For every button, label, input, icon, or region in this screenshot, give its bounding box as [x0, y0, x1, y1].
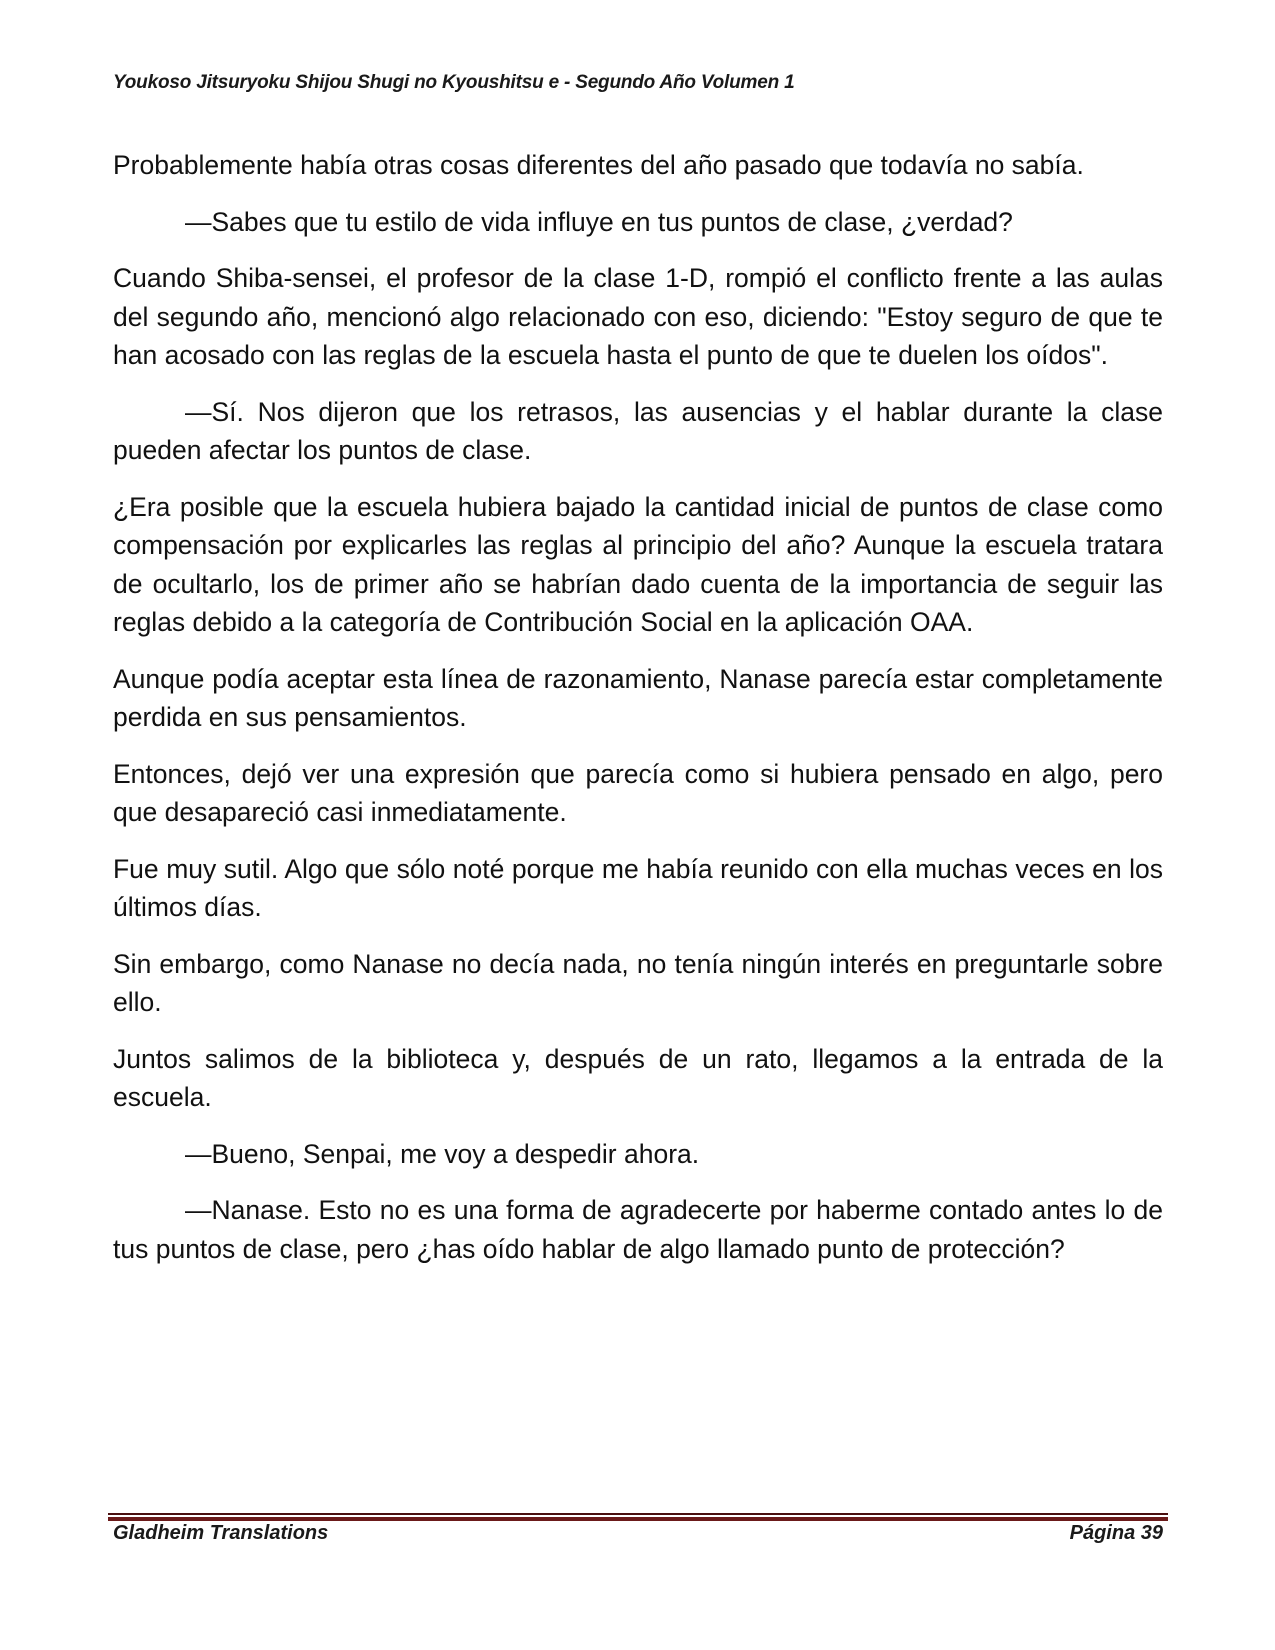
paragraph: ¿Era posible que la escuela hubiera bajado la cantidad inicial de puntos de clase como compensación por explicarles las reglas al principio del año? Aunque la escuela tratara de ocultarlo, los de primer año se habrían dado cuenta de la importancia de seguir las reglas debido a la categoría de Contribución Social en la aplicación OAA. [113, 491, 1163, 637]
paragraph: Probablemente había otras cosas diferentes del año pasado que todavía no sabía. [113, 150, 1084, 180]
footer-divider [108, 1513, 1168, 1521]
running-header: Youkoso Jitsuryoku Shijou Shugi no Kyoushitsu e - Segundo Año Volumen 1 [113, 72, 795, 93]
dialogue-paragraph: —Sí. Nos dijeron que los retrasos, las ausencias y el hablar durante la clase pueden afectar los puntos de clase. [113, 396, 1163, 465]
dialogue-paragraph: —Bueno, Senpai, me voy a despedir ahora. [185, 1138, 700, 1169]
dialogue-paragraph: —Nanase. Esto no es una forma de agradecerte por haberme contado antes lo de tus puntos de clase, pero ¿has oído hablar de algo llamado punto de protección? [113, 1195, 1163, 1264]
dialogue-paragraph: —Sabes que tu estilo de vida influye en tus puntos de clase, ¿verdad? [185, 206, 1013, 237]
paragraph: Aunque podía aceptar esta línea de razonamiento, Nanase parecía estar completamente perdida en sus pensamientos. [113, 663, 1163, 732]
body-text [113, 146, 1163, 1286]
footer-credit: Gladheim Translations [113, 1522, 329, 1544]
page-number: Página 39 [1069, 1522, 1163, 1544]
paragraph: Cuando Shiba-sensei, el profesor de la clase 1-D, rompió el conflicto frente a las aulas del segundo año, mencionó algo relacionado con eso, diciendo: "Estoy seguro de que te han acosado con las reglas de la escuela hasta el punto de que te duelen los oídos". [113, 263, 1163, 370]
paragraph: Juntos salimos de la biblioteca y, después de un rato, llegamos a la entrada de la escuela. [113, 1043, 1163, 1112]
paragraph: Sin embargo, como Nanase no decía nada, no tenía ningún interés en preguntarle sobre ello. [113, 948, 1163, 1017]
paragraph: Entonces, dejó ver una expresión que parecía como si hubiera pensado en algo, pero que desapareció casi inmediatamente. [113, 758, 1163, 827]
page-footer [113, 1522, 1163, 1545]
paragraph: Fue muy sutil. Algo que sólo noté porque me había reunido con ella muchas veces en los últimos días. [113, 853, 1163, 922]
